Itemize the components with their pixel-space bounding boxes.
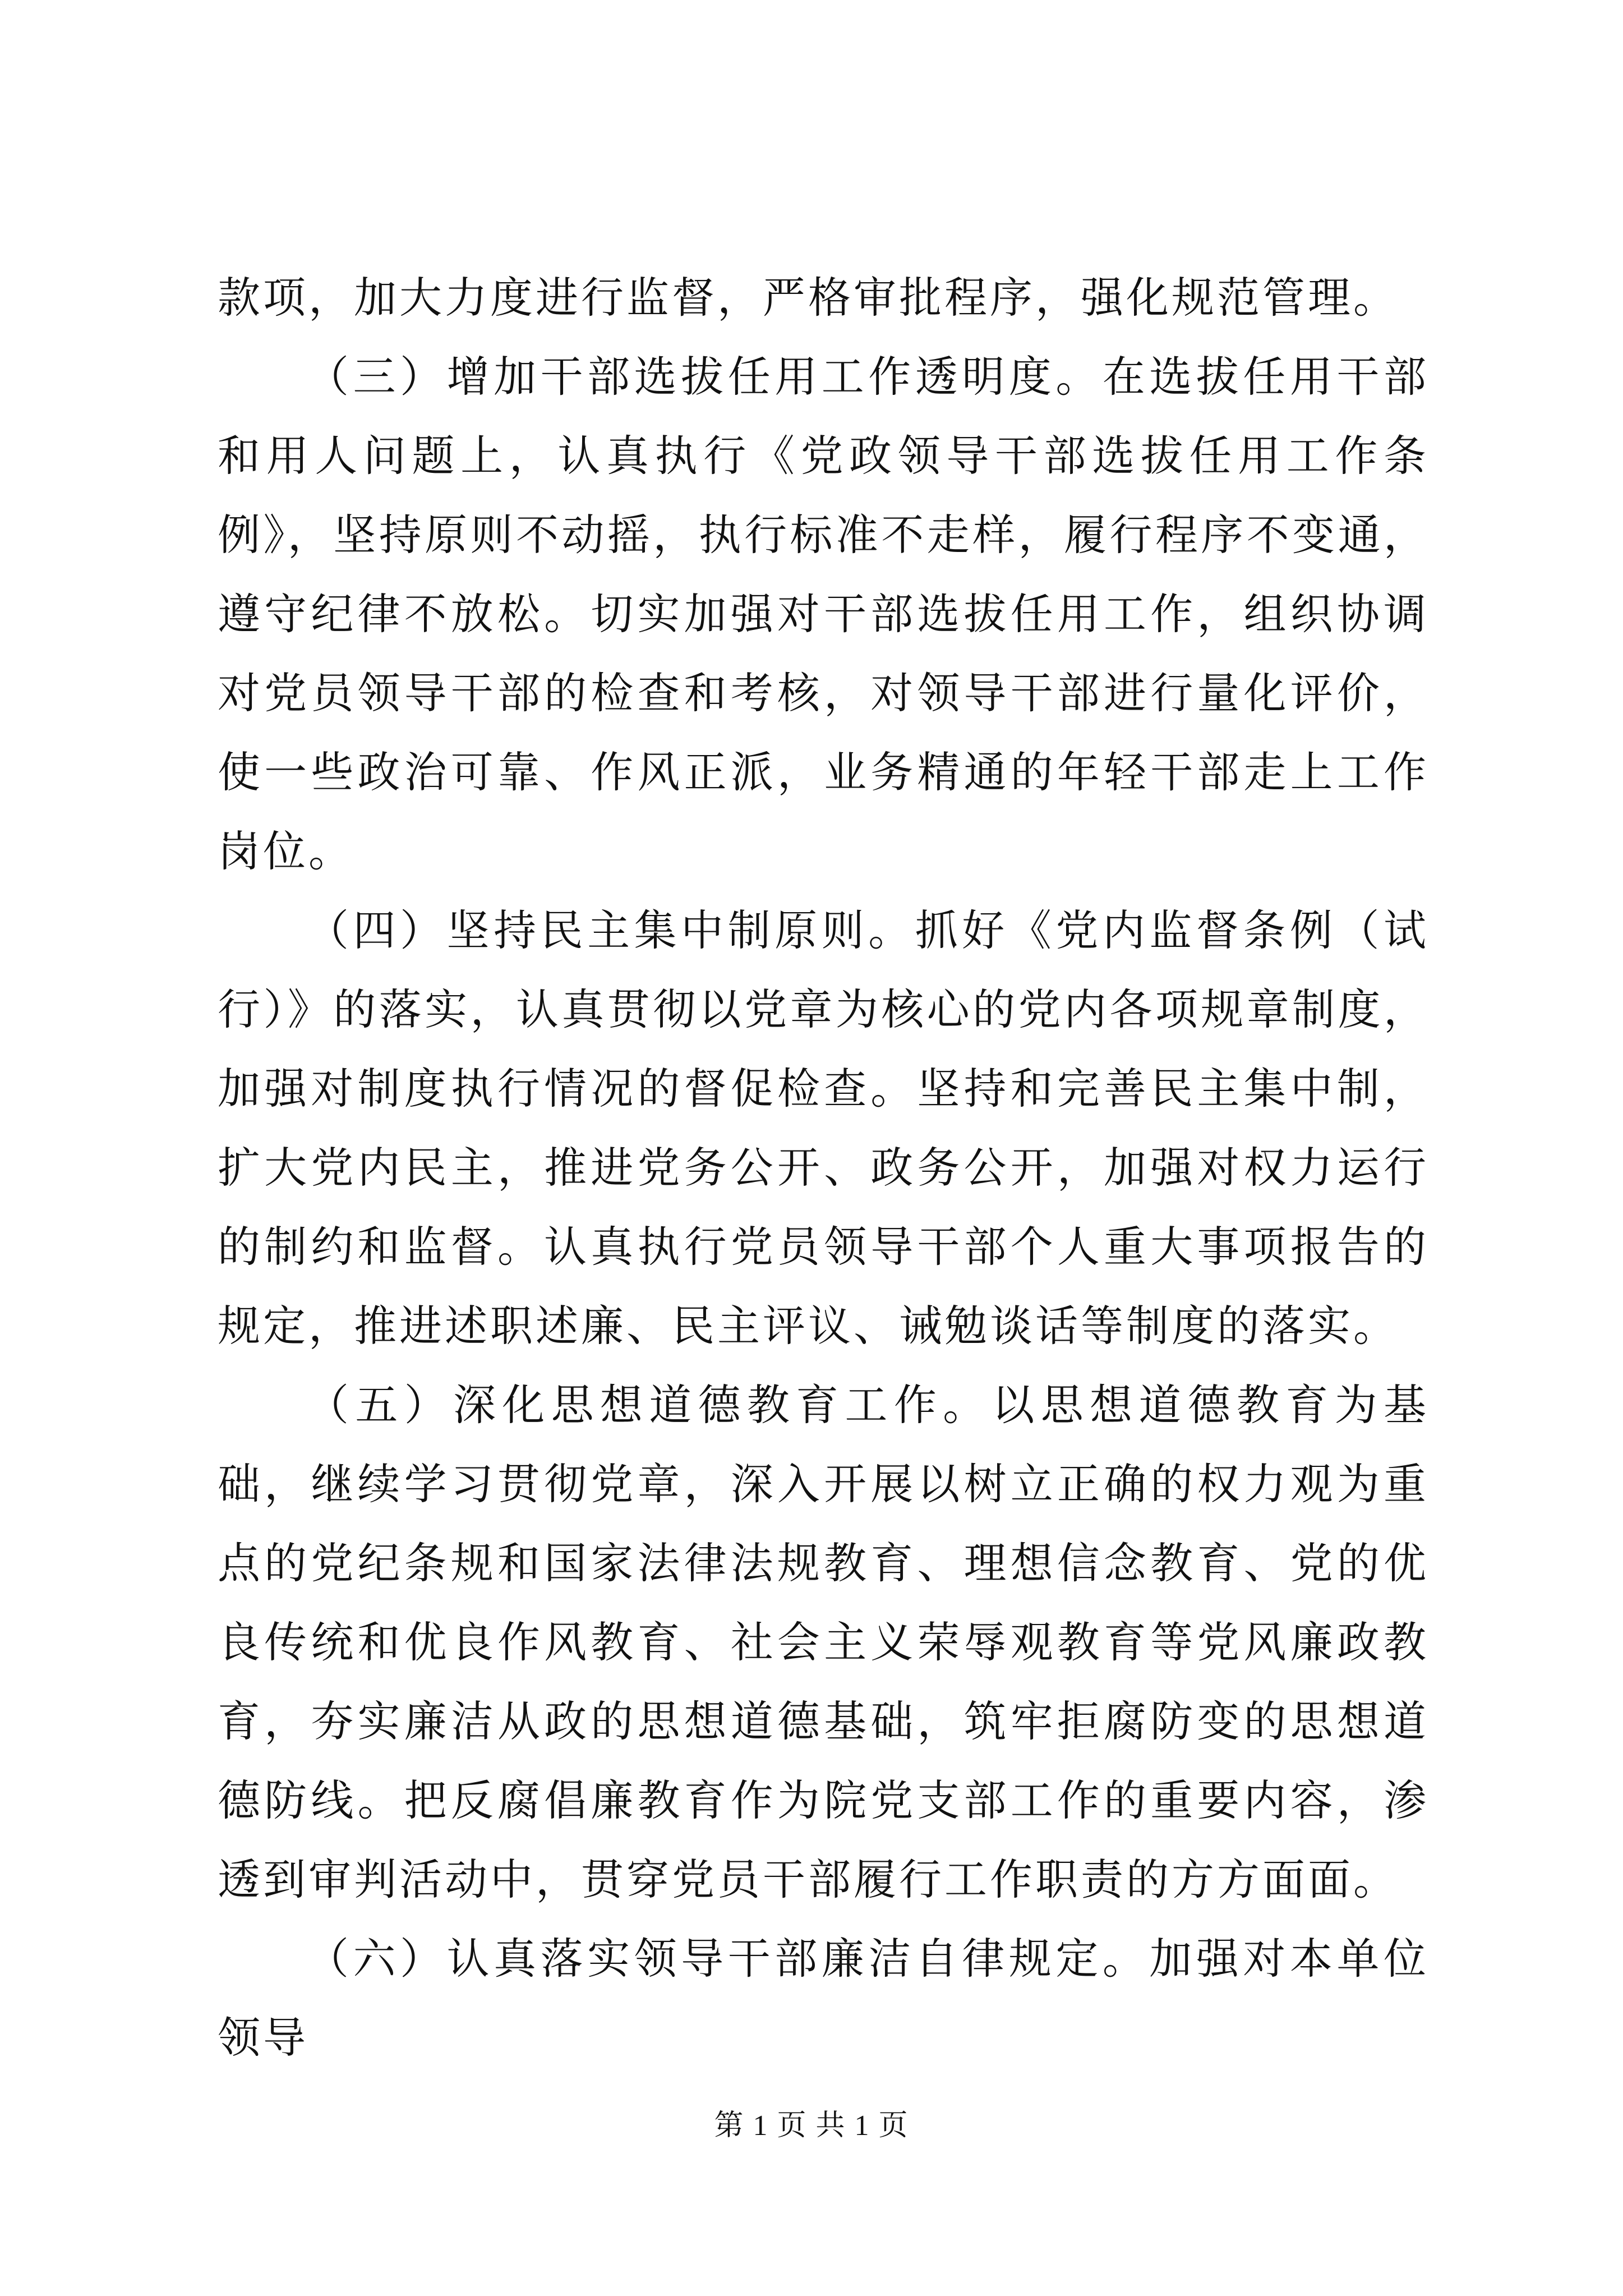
paragraph-section-3: （三）增加干部选拔任用工作透明度。在选拔任用干部和用人问题上，认真执行《党政领导干部选拔任用工作条例》，坚持原则不动摇，执行标准不走样，履行程序不变通，遵守纪律不放松。切实加强对干部选拔任用工作，组织协调对党员领导干部的检查和考核，对领导干部进行量化评价，使一些政治可靠、作风正派，业务精通的年轻干部走上工作岗位。 bbox=[218, 352, 1429, 876]
paragraph-section-6: （六）认真落实领导干部廉洁自律规定。加强对本单位领导 bbox=[218, 1934, 1429, 2063]
page-number-footer: 第 1 页 共 1 页 bbox=[714, 2110, 909, 2142]
paragraph-section-4: （四）坚持民主集中制原则。抓好《党内监督条例（试行）》的落实，认真贯彻以党章为核心的党内各项规章制度，加强对制度执行情况的督促检查。坚持和完善民主集中制，扩大党内民主，推进党务公开、政务公开，加强对权力运行的制约和监督。认真执行党员领导干部个人重大事项报告的规定，推进述职述廉、民主评议、诫勉谈话等制度的落实。 bbox=[218, 905, 1429, 1351]
paragraph-section-5: （五）深化思想道德教育工作。以思想道德教育为基础，继续学习贯彻党章，深入开展以树立正确的权力观为重点的党纪条规和国家法律法规教育、理想信念教育、党的优良传统和优良作风教育、社会主义荣辱观教育等党风廉政教育，夯实廉洁从政的思想道德基础，筑牢拒腐防变的思想道德防线。把反腐倡廉教育作为院党支部工作的重要内容，渗透到审判活动中，贯穿党员干部履行工作职责的方方面面。 bbox=[218, 1380, 1429, 1904]
paragraph-continuation: 款项，加大力度进行监督，严格审批程序，强化规范管理。 bbox=[218, 273, 1399, 323]
document-body bbox=[218, 258, 1429, 2077]
